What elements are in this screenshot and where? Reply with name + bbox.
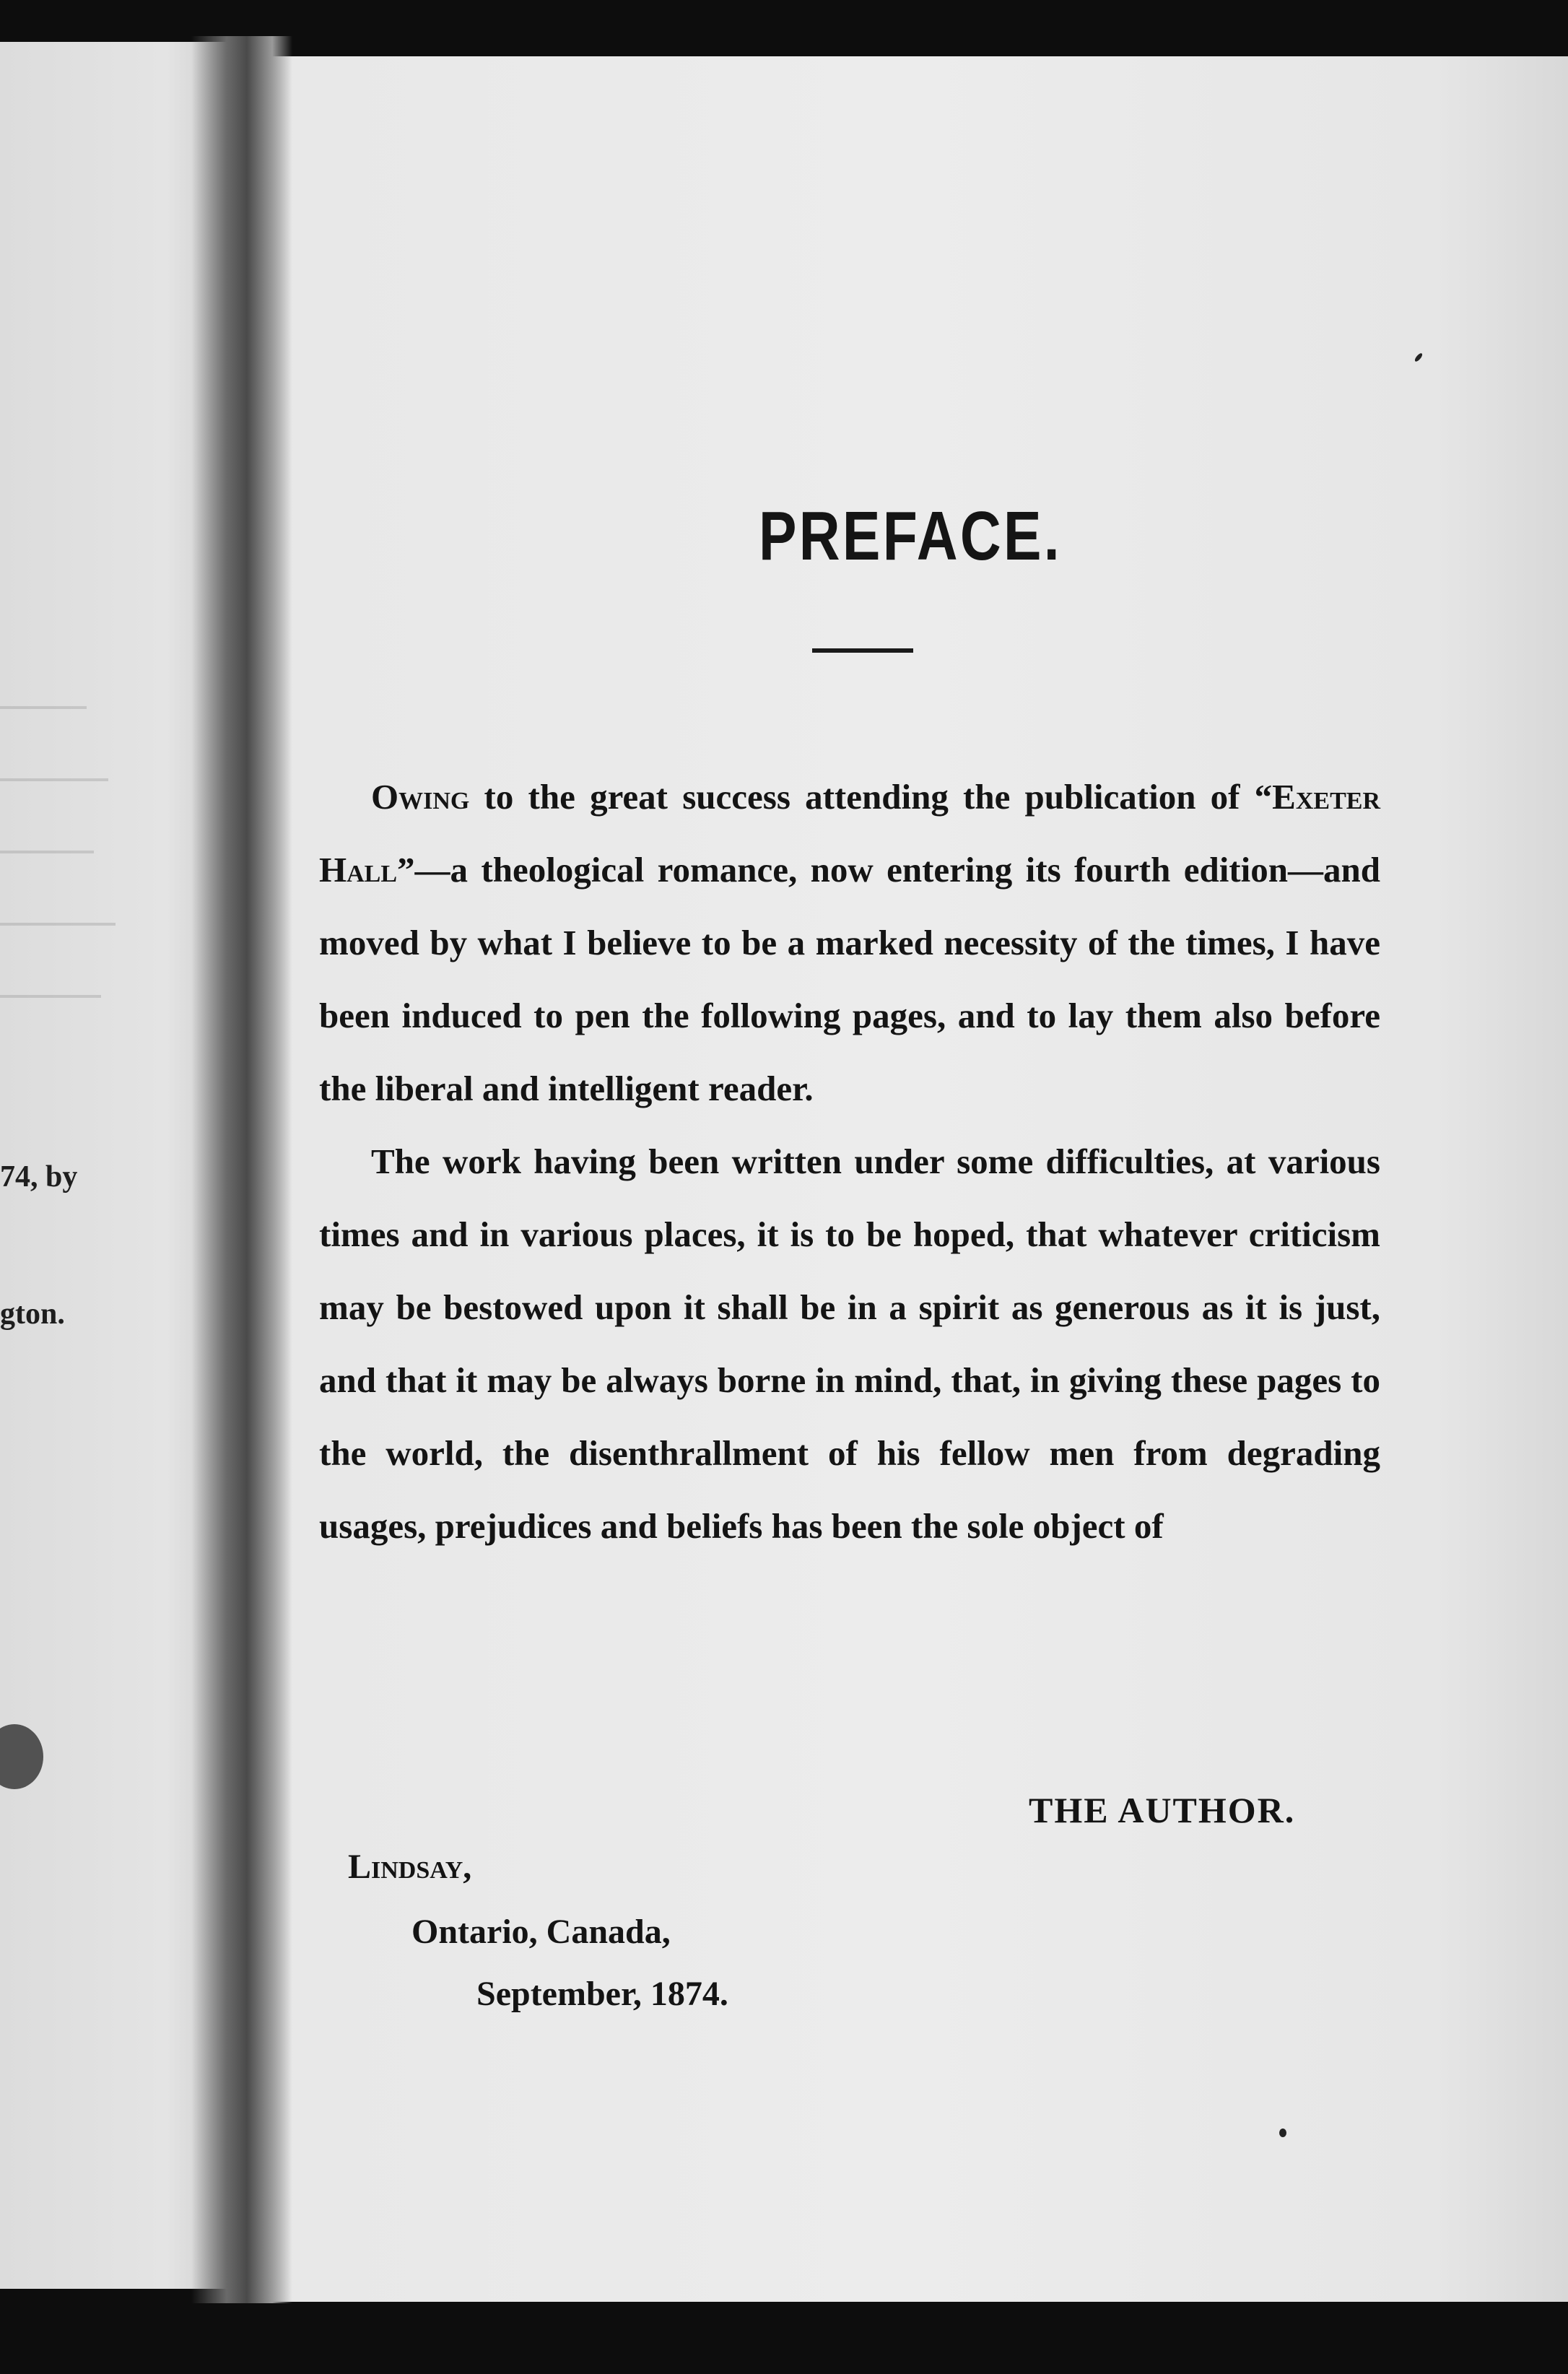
ink-speck	[1414, 352, 1424, 363]
title-rule	[812, 648, 913, 653]
place-line: Ontario, Canada,	[411, 1913, 671, 1951]
faded-line	[0, 995, 101, 998]
faded-line	[0, 778, 108, 781]
faded-line	[0, 706, 87, 709]
ink-speck	[1279, 2129, 1286, 2137]
paragraph-text: to the great success attending the publication of “	[469, 777, 1273, 817]
page-title: PREFACE.	[758, 497, 1062, 575]
facing-page-text-fragment: 74, by	[0, 1160, 78, 1193]
paragraph-text: ”—a theological romance, now entering its fourth edition—and moved by what I believe to be a marked necessity of the times, I have been induced to pen the following pages, and to lay them also before the liberal and intelligent reader.	[319, 850, 1380, 1108]
facing-page-text-fragment: gton.	[0, 1297, 65, 1331]
place-line: Lindsay,	[348, 1848, 472, 1886]
faded-line	[0, 923, 116, 926]
preface-page	[238, 56, 1568, 2302]
binding-gutter	[191, 36, 292, 2303]
ink-blot	[0, 1724, 43, 1789]
faded-line	[0, 851, 94, 853]
date-line: September, 1874.	[476, 1975, 728, 2013]
book-title: Exeter Hall	[319, 777, 1380, 890]
preface-body	[319, 760, 1380, 1562]
paragraph-2: The work having been written under some difficulties, at various times and in various places, it is to be hoped, that whatever criticism may be bestowed upon it shall be in a spirit as generous as it is just, and that it may be always borne in mind, that, in giving these pages to the world, the disenthrallment of his fellow men from degrading usages, prejudices and beliefs has been the sole object of	[319, 1142, 1380, 1546]
paragraph-lead-word: Owing	[371, 777, 470, 817]
author-signature: THE AUTHOR.	[1029, 1790, 1296, 1830]
paragraph-1	[319, 760, 1380, 1125]
